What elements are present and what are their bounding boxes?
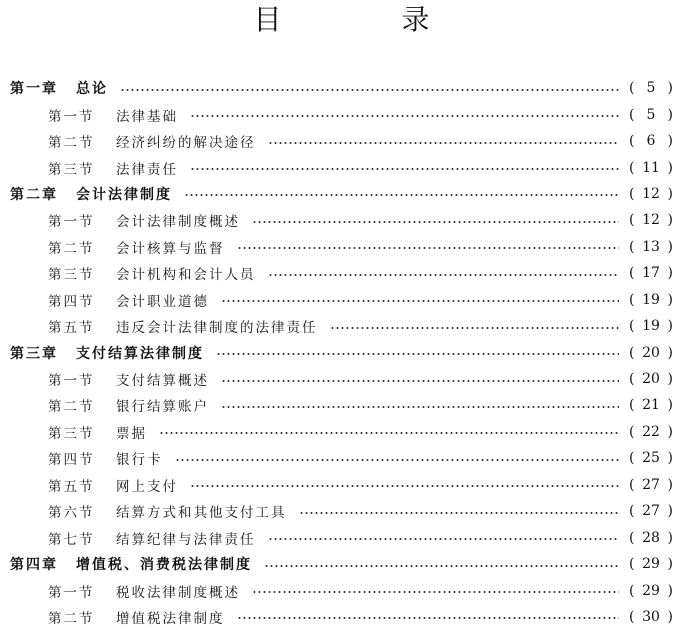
section-title: 网上支付	[116, 478, 178, 495]
section-title: 税收法律制度概述	[116, 584, 240, 601]
page-number: ( 29 )	[629, 582, 673, 599]
chapter-number: 第三章	[10, 345, 58, 362]
section-number: 第一节	[48, 373, 95, 390]
page-number: ( 29 )	[629, 556, 673, 573]
section-title: 会计核算与监督	[116, 240, 225, 257]
dot-leader	[216, 353, 619, 355]
chapter-title: 总论	[76, 81, 108, 98]
section-title: 会计职业道德	[116, 293, 209, 310]
toc-section-row[interactable]	[0, 260, 683, 286]
page-number-value: 27	[642, 503, 660, 520]
dot-leader	[184, 194, 619, 196]
toc-section-row[interactable]	[0, 366, 683, 392]
page-number: ( 28 )	[629, 529, 673, 546]
page-number: ( 12 )	[629, 185, 673, 202]
dot-leader	[268, 142, 620, 144]
toc-section-row[interactable]	[0, 207, 683, 233]
dot-leader	[264, 565, 619, 567]
page-number: ( 25 )	[629, 450, 673, 467]
dot-leader	[330, 327, 620, 329]
page-number-value: 20	[642, 371, 660, 388]
chapter-number: 第四章	[10, 557, 58, 574]
toc-section-row[interactable]	[0, 101, 683, 127]
section-title: 会计法律制度概述	[116, 214, 240, 231]
dot-leader	[190, 168, 619, 170]
toc-chapter-row[interactable]	[0, 75, 683, 101]
section-number: 第二节	[48, 610, 95, 627]
page-number: ( 27 )	[629, 476, 673, 493]
page-number: ( 13 )	[629, 238, 673, 255]
toc-section-row[interactable]	[0, 445, 683, 471]
page-number-value: 21	[642, 397, 660, 414]
page-title: 目 录	[253, 3, 476, 36]
section-number: 第五节	[48, 320, 95, 337]
section-number: 第六节	[48, 505, 95, 522]
toc-section-row[interactable]	[0, 604, 683, 630]
dot-leader	[268, 538, 620, 540]
section-number: 第三节	[48, 425, 95, 442]
page-number: ( 27 )	[629, 503, 673, 520]
page-number: ( 19 )	[629, 318, 673, 335]
section-title: 会计机构和会计人员	[116, 267, 256, 284]
section-title: 结算纪律与法律责任	[116, 531, 256, 548]
section-title: 法律基础	[116, 108, 178, 125]
toc-chapter-row[interactable]	[0, 551, 683, 577]
page-number-value: 29	[642, 582, 660, 599]
section-title: 违反会计法律制度的法律责任	[116, 320, 318, 337]
section-number: 第二节	[48, 240, 95, 257]
page-number: ( 6 )	[629, 133, 673, 150]
section-number: 第二节	[48, 399, 95, 416]
page-number-value: 12	[642, 185, 660, 202]
dot-leader	[299, 512, 620, 514]
page-number-value: 29	[642, 556, 660, 573]
dot-leader	[190, 485, 619, 487]
section-number: 第四节	[48, 452, 95, 469]
section-title: 经济纠纷的解决途径	[116, 135, 256, 152]
section-number: 第三节	[48, 267, 95, 284]
toc-section-row[interactable]	[0, 154, 683, 180]
toc-section-row[interactable]	[0, 313, 683, 339]
section-number: 第一节	[48, 584, 95, 601]
chapter-number: 第一章	[10, 81, 58, 98]
chapter-title: 支付结算法律制度	[76, 345, 204, 362]
page-number-value: 19	[642, 291, 660, 308]
page-number-value: 13	[642, 238, 660, 255]
page-number: ( 17 )	[629, 265, 673, 282]
section-number: 第四节	[48, 293, 95, 310]
page-number-value: 6	[646, 133, 656, 150]
page-number-value: 19	[642, 318, 660, 335]
page-number-value: 20	[642, 344, 660, 361]
chapter-number: 第二章	[10, 186, 58, 203]
page-number: ( 21 )	[629, 397, 673, 414]
section-title: 票据	[116, 425, 147, 442]
toc-section-row[interactable]	[0, 577, 683, 603]
page-number: ( 11 )	[629, 159, 673, 176]
dot-leader	[190, 115, 619, 117]
dot-leader	[237, 247, 620, 249]
section-number: 第二节	[48, 135, 95, 152]
dot-leader	[237, 617, 620, 619]
toc-chapter-row[interactable]	[0, 339, 683, 365]
chapter-title: 会计法律制度	[76, 186, 172, 203]
chapter-title: 增值税、消费税法律制度	[76, 557, 252, 574]
section-title: 法律责任	[116, 161, 178, 178]
section-title: 增值税法律制度	[116, 610, 225, 627]
page-number-value: 17	[642, 265, 660, 282]
page-number: ( 20 )	[629, 371, 673, 388]
section-number: 第一节	[48, 214, 95, 231]
toc-section-row[interactable]	[0, 498, 683, 524]
table-of-contents	[0, 75, 683, 630]
dot-leader	[221, 406, 619, 408]
page-number: ( 20 )	[629, 344, 673, 361]
page-number: ( 22 )	[629, 423, 673, 440]
dot-leader	[268, 274, 620, 276]
section-title: 银行结算账户	[116, 399, 209, 416]
section-title: 银行卡	[116, 452, 163, 469]
page-number: ( 30 )	[629, 608, 673, 625]
section-number: 第五节	[48, 478, 95, 495]
page-number-value: 30	[642, 608, 660, 625]
section-number: 第七节	[48, 531, 95, 548]
page-number-value: 5	[646, 80, 656, 97]
toc-section-row[interactable]	[0, 287, 683, 313]
dot-leader	[221, 380, 619, 382]
toc-section-row[interactable]	[0, 128, 683, 154]
dot-leader	[252, 591, 619, 593]
toc-section-row[interactable]	[0, 419, 683, 445]
page-number-value: 22	[642, 423, 660, 440]
section-number: 第三节	[48, 161, 95, 178]
dot-leader	[252, 221, 619, 223]
toc-section-row[interactable]	[0, 392, 683, 418]
section-title: 结算方式和其他支付工具	[116, 505, 287, 522]
dot-leader	[120, 89, 619, 91]
page-number-value: 11	[642, 159, 660, 176]
dot-leader	[175, 459, 620, 461]
toc-section-row[interactable]	[0, 524, 683, 550]
toc-section-row[interactable]	[0, 234, 683, 260]
toc-chapter-row[interactable]	[0, 181, 683, 207]
dot-leader	[221, 300, 619, 302]
section-number: 第一节	[48, 108, 95, 125]
page-number: ( 5 )	[629, 80, 673, 97]
page-number-value: 27	[642, 476, 660, 493]
page-number-value: 12	[642, 212, 660, 229]
toc-section-row[interactable]	[0, 472, 683, 498]
page-number-value: 25	[642, 450, 660, 467]
page-number-value: 5	[646, 106, 656, 123]
page-number: ( 12 )	[629, 212, 673, 229]
page-number-value: 28	[642, 529, 660, 546]
section-title: 支付结算概述	[116, 373, 209, 390]
dot-leader	[159, 432, 619, 434]
page-number: ( 19 )	[629, 291, 673, 308]
page-number: ( 5 )	[629, 106, 673, 123]
